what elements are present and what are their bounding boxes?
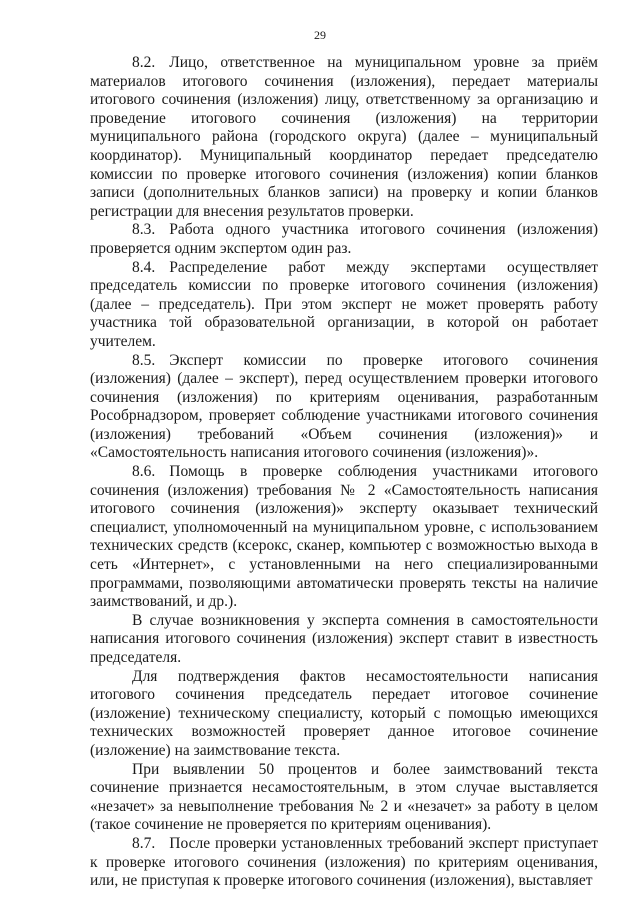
paragraph-text: Распределение работ между экспертами осуществляет председатель комиссии по проверке итогового сочинения (изложения) (далее – председатель). При этом эксперт не может проверять работу участника той образовательной организации, в которой он работает учителем.	[90, 258, 598, 350]
paragraph-8-2	[90, 54, 598, 221]
paragraph-number: 8.3.	[132, 221, 156, 239]
paragraph-text: При выявлении 50 процентов и более заимствований текста сочинение признается несамостоятельным, в этом случае выставляется «незачет» за невыполнение требования № 2 и «незачет» за работу в целом (такое сочинение не проверяется по критериям оценивания).	[90, 760, 598, 834]
paragraph-number: 8.5.	[132, 351, 156, 369]
paragraph-8-4	[90, 259, 598, 352]
paragraph-8-3	[90, 221, 598, 258]
paragraph-text: Лицо, ответственное на муниципальном уровне за приём материалов итогового сочинения (изложения), передает материалы итогового сочинения (изложения) лицу, ответственному за организацию и проведение итогового сочинения (изложения) на территории муниципального района (городского округа) (далее – муниципальный координатор). Муниципальный координатор передает председателю комиссии по проверке итогового сочинения (изложения) копии бланков записи (дополнительных бланков записи) на проверку и копии бланков регистрации для внесения результатов проверки.	[90, 54, 598, 220]
paragraph-8-5	[90, 352, 598, 464]
paragraph-number: 8.4.	[132, 258, 156, 276]
paragraph-borrowing-threshold	[90, 761, 598, 835]
body-text	[90, 54, 598, 891]
paragraph-text: После проверки установленных требований эксперт приступает к проверке итогового сочинения (изложения) по критериям оценивания, или, не приступая к проверке итогового сочинения (изложения), выставляет	[90, 834, 598, 890]
paragraph-confirmation	[90, 668, 598, 761]
paragraph-text: Помощь в проверке соблюдения участниками итогового сочинения (изложения) требования № 2 «Самостоятельность написания итогового сочинения (изложения)» эксперту оказывает технический специалист, уполномоченный на муниципальном уровне, с использованием технических средств (ксерокс, сканер, компьютер с возможностью выхода в сеть «Интернет», с установленными на него специализированными программами, позволяющими автоматически проверять тексты на наличие заимствований, и др.).	[90, 463, 598, 611]
paragraph-text: Эксперт комиссии по проверке итогового сочинения (изложения) (далее – эксперт), перед осуществлением проверки итогового сочинения (изложения) по критериям оценивания, разработанным Рособрнадзором, проверяет соблюдение участниками итогового сочинения (изложения) требований «Объем сочинения (изложения)» и «Самостоятельность написания итогового сочинения (изложения)».	[90, 351, 598, 462]
paragraph-text: Работа одного участника итогового сочинения (изложения) проверяется одним экспертом один раз.	[90, 221, 598, 257]
paragraph-number: 8.2.	[132, 54, 156, 71]
paragraph-text: Для подтверждения фактов несамостоятельности написания итогового сочинения председатель передает итоговое сочинение (изложение) техническому специалисту, который с помощью имеющихся технических возможностей проверяет данное итоговое сочинение (изложение) на заимствование текста.	[90, 667, 598, 759]
paragraph-number: 8.6.	[132, 463, 156, 481]
paragraph-text: В случае возникновения у эксперта сомнения в самостоятельности написания итогового сочинения (изложения) эксперт ставит в известность председателя.	[90, 611, 598, 666]
paragraph-8-6	[90, 463, 598, 612]
paragraph-8-7	[90, 835, 598, 891]
paragraph-number: 8.7.	[132, 834, 156, 852]
paragraph-doubt	[90, 612, 598, 668]
page-number: 29	[314, 28, 326, 42]
